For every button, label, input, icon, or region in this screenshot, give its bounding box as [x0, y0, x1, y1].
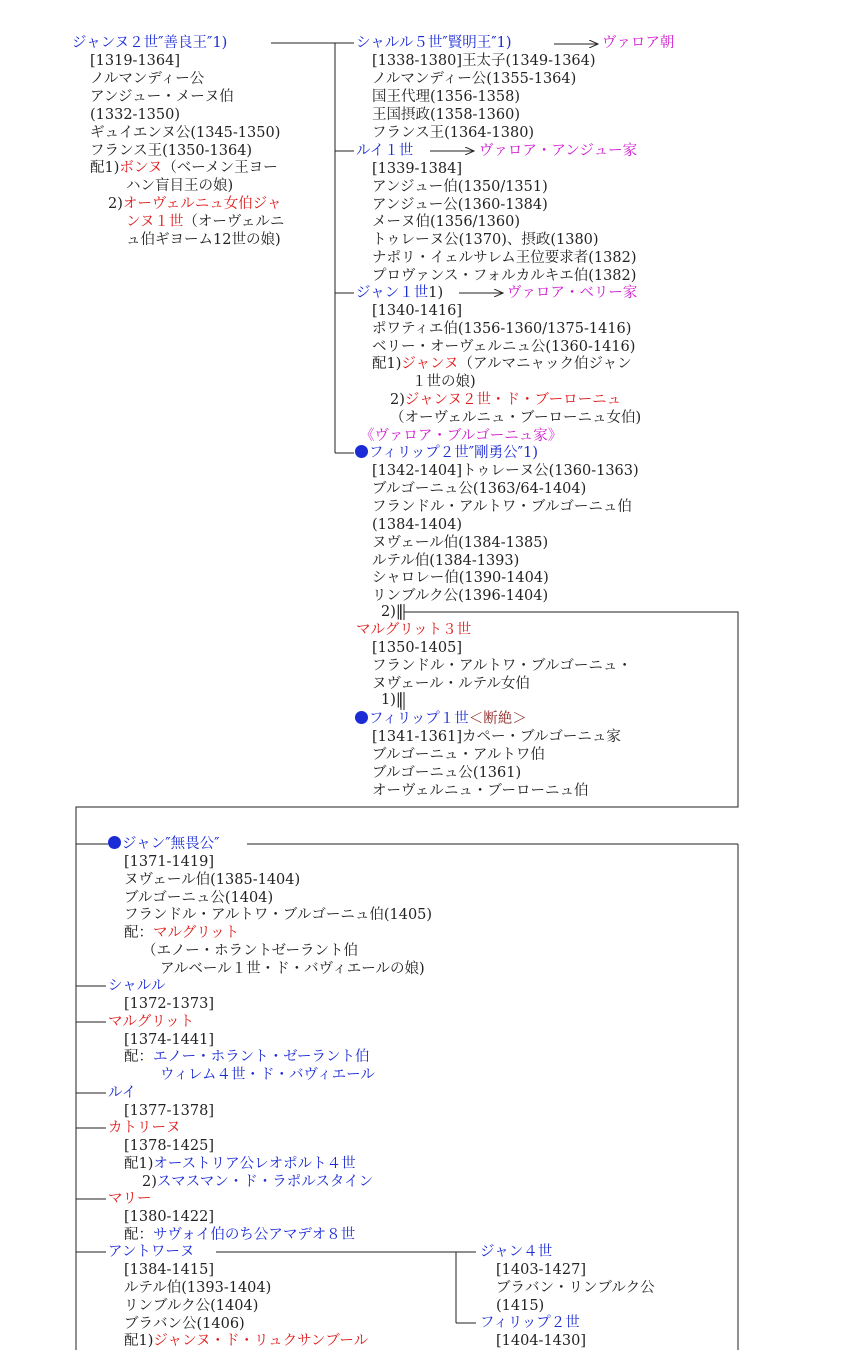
- antoine-line: ブラバン公(1406): [124, 1316, 245, 1332]
- jean-sans-peur-line: ブルゴーニュ公(1404): [124, 890, 274, 906]
- jean1-name[interactable]: ジャン１世: [356, 285, 429, 301]
- philippe2-line: シャロレー伯(1390-1404): [372, 570, 549, 586]
- jean1-spouse1-desc: １世の娘): [412, 374, 476, 390]
- philippe2-line: [1342-1404]トゥレーヌ公(1360-1363): [372, 463, 639, 479]
- jean1-line: [1340-1416]: [372, 303, 463, 319]
- philippe2b-name[interactable]: フィリップ２世: [480, 1315, 580, 1331]
- jean4-name[interactable]: ジャン４世: [480, 1244, 553, 1260]
- philippe1-line: ブルゴーニュ公(1361): [372, 765, 522, 781]
- jean1-spouse2: [390, 392, 621, 410]
- charles5-line: ノルマンディー公(1355-1364): [372, 71, 577, 87]
- marguerite-name[interactable]: マルグリット: [108, 1014, 195, 1030]
- charles5-dynasty[interactable]: ヴァロア朝: [602, 35, 675, 51]
- louis1-dynasty[interactable]: ヴァロア・アンジュー家: [479, 143, 638, 159]
- catherine-dates: [1378-1425]: [124, 1138, 215, 1154]
- spouse-name[interactable]: スマスマン・ド・ラポルスタイン: [156, 1174, 374, 1190]
- spouse-prefix: 配：: [124, 1227, 153, 1243]
- louis-dates: [1377-1378]: [124, 1103, 215, 1119]
- spouse-prefix: 配：: [124, 925, 153, 941]
- philippe2-line: (1384-1404): [372, 517, 463, 533]
- louis-name[interactable]: ルイ: [108, 1085, 137, 1101]
- spouse-name[interactable]: ジャンヌ２世・ド・ブーローニュ: [404, 392, 622, 408]
- philippe1-line: [1341-1361]カペー・ブルゴーニュ家: [372, 729, 621, 745]
- jean2-name[interactable]: ジャンヌ２世″善良王″1): [72, 35, 228, 51]
- spouse-prefix: 2): [390, 392, 405, 408]
- jean-sans-peur-spouse-desc: アルベール１世・ド・バヴィエールの娘): [160, 961, 425, 977]
- philippe2-line: ヌヴェール伯(1384-1385): [372, 535, 549, 551]
- marie-spouse: [124, 1227, 355, 1245]
- jean2-line: フランス王(1350-1364): [90, 143, 253, 159]
- jean2-line: アンジュー・メーヌ伯: [90, 89, 234, 105]
- philippe1-heading[interactable]: [355, 711, 527, 729]
- spouse-prefix: 配：: [124, 1049, 153, 1065]
- spouse-name[interactable]: ジャンヌ: [401, 356, 459, 372]
- philippe2-line: ブルゴーニュ公(1363/64-1404): [372, 481, 587, 497]
- burgundy-house-label[interactable]: 《ヴァロア・ブルゴーニュ家》: [360, 428, 563, 444]
- philippe1-status: ＜断絶＞: [468, 711, 527, 727]
- louis1-name[interactable]: ルイ１世: [356, 143, 414, 159]
- spouse-prefix: 2): [108, 196, 123, 212]
- philippe1-line: ブルゴーニュ・アルトワ伯: [372, 747, 545, 763]
- antoine-spouse1: [124, 1333, 368, 1351]
- catherine-spouse1: [124, 1156, 356, 1174]
- marguerite3-name[interactable]: マルグリット３世: [356, 622, 472, 638]
- marriage-mark-2: 2)‖: [381, 604, 404, 620]
- philippe2-heading[interactable]: [355, 445, 538, 463]
- spouse-name[interactable]: オーヴェルニュ女伯ジャ: [122, 196, 282, 212]
- louis1-line: ナポリ・イェルサレム王位要求者(1382): [372, 250, 637, 266]
- philippe2b-dates: [1404-1430]: [496, 1333, 587, 1349]
- jean1-heading: [356, 285, 443, 303]
- philippe1-line: オーヴェルニュ・ブーローニュ伯: [372, 783, 589, 799]
- marriage-mark-1: 1)‖: [381, 692, 404, 708]
- jean2-spouse1: [90, 160, 278, 178]
- jean2-line: [1319-1364]: [90, 53, 181, 69]
- charles5-line: フランス王(1364-1380): [372, 125, 535, 141]
- antoine-line: [1384-1415]: [124, 1262, 215, 1278]
- charles5-line: [1338-1380]王太子(1349-1364): [372, 53, 596, 69]
- catherine-name[interactable]: カトリーヌ: [108, 1120, 181, 1136]
- spouse-name[interactable]: ジャンヌ・ド・リュクサンブール: [153, 1333, 369, 1349]
- louis1-line: メーヌ伯(1356/1360): [372, 214, 521, 230]
- jean4-line: [1403-1427]: [496, 1262, 587, 1278]
- spouse-name[interactable]: オーストリア公レオポルト４世: [153, 1156, 356, 1172]
- lineage-dot-icon: [355, 445, 368, 458]
- philippe2-line: リンブルク公(1396-1404): [372, 588, 549, 604]
- spouse-prefix: 配1): [124, 1333, 154, 1349]
- jean1-suffix: 1): [428, 285, 444, 301]
- spouse-prefix: 2): [142, 1174, 157, 1190]
- jean2-line: ノルマンディー公: [90, 71, 205, 87]
- jean1-line: ベリー・オーヴェルニュ公(1360-1416): [372, 339, 636, 355]
- jean-sans-peur-name[interactable]: ジャン″無畏公″: [122, 836, 220, 852]
- jean2-spouse2-line2: [126, 214, 284, 232]
- louis1-line: [1339-1384]: [372, 161, 463, 177]
- antoine-line: ルテル伯(1393-1404): [124, 1280, 272, 1296]
- spouse-prefix: 配1): [124, 1156, 154, 1172]
- jean2-line: (1332-1350): [90, 107, 181, 123]
- louis1-line: アンジュー公(1360-1384): [372, 197, 548, 213]
- jean4-line: ブラバン・リンブルク公: [496, 1280, 655, 1296]
- marguerite-dates: [1374-1441]: [124, 1032, 215, 1048]
- charles-dates: [1372-1373]: [124, 996, 215, 1012]
- jean2-spouse2: [108, 196, 282, 214]
- philippe2-line: ルテル伯(1384-1393): [372, 553, 520, 569]
- jean1-spouse2-desc: （オーヴェルニュ・ブーローニュ女伯): [390, 410, 642, 426]
- spouse-name[interactable]: ンヌ１世: [126, 214, 184, 230]
- jean-sans-peur-line: [1371-1419]: [124, 854, 215, 870]
- spouse-name[interactable]: ボンヌ: [119, 160, 163, 176]
- jean2-spouse2-desc: ュ伯ギヨーム12世の娘): [126, 232, 281, 248]
- spouse-name[interactable]: サヴォイ伯のち公アマデオ８世: [153, 1227, 356, 1243]
- spouse-name[interactable]: マルグリット: [153, 925, 240, 941]
- jean4-line: (1415): [496, 1298, 545, 1314]
- marguerite-spouse: [124, 1049, 369, 1067]
- philippe2-name[interactable]: フィリップ２世″剛勇公″1): [369, 445, 538, 461]
- charles5-line: 国王代理(1356-1358): [372, 89, 521, 105]
- marguerite3-line: [1350-1405]: [372, 640, 463, 656]
- jean2-spouse1-desc: ハン盲目王の娘): [126, 178, 234, 194]
- jean1-dynasty[interactable]: ヴァロア・ベリー家: [507, 285, 638, 301]
- spouse-desc: （アルマニャック伯ジャン: [458, 356, 632, 372]
- charles5-name[interactable]: シャルル５世″賢明王″1): [356, 35, 512, 51]
- jean-sans-peur-line: ヌヴェール伯(1385-1404): [124, 872, 301, 888]
- jean-sans-peur-spouse: [124, 925, 239, 943]
- louis1-line: トゥレーヌ公(1370)、摂政(1380): [372, 232, 599, 248]
- charles5-line: 王国摂政(1358-1360): [372, 107, 521, 123]
- spouse-prefix: 配1): [90, 160, 120, 176]
- marguerite-spouse-name2[interactable]: ウィレム４世・ド・バヴィエール: [160, 1067, 375, 1083]
- antoine-line: リンブルク公(1404): [124, 1298, 259, 1314]
- philippe2-line: フランドル・アルトワ・ブルゴーニュ伯: [372, 499, 632, 515]
- lineage-dot-icon: [355, 711, 368, 724]
- jean-sans-peur-spouse-desc: （エノー・ホラントゼーラント伯: [142, 943, 359, 959]
- marie-name[interactable]: マリー: [108, 1191, 152, 1207]
- spouse-desc: （オーヴェルニ: [183, 214, 285, 230]
- marguerite3-line: フランドル・アルトワ・ブルゴーニュ・: [372, 658, 632, 674]
- marguerite3-line: ヌヴェール・ルテル女伯: [372, 676, 530, 692]
- spouse-prefix: 配1): [372, 356, 402, 372]
- louis1-line: アンジュー伯(1350/1351): [372, 179, 548, 195]
- spouse-name[interactable]: エノー・ホラント・ゼーラント伯: [153, 1049, 370, 1065]
- charles-name[interactable]: シャルル: [108, 978, 166, 994]
- jean2-line: ギュイエンヌ公(1345-1350): [90, 125, 281, 141]
- spouse-desc: （ベーメン王ヨー: [162, 160, 278, 176]
- jean-sans-peur-heading[interactable]: [108, 836, 220, 854]
- catherine-spouse2: [142, 1174, 373, 1192]
- lineage-dot-icon: [108, 836, 121, 849]
- louis1-line: プロヴァンス・フォルカルキエ伯(1382): [372, 268, 637, 284]
- jean-sans-peur-line: フランドル・アルトワ・ブルゴーニュ伯(1405): [124, 907, 433, 923]
- jean1-line: ポワティエ伯(1356-1360/1375-1416): [372, 321, 632, 337]
- antoine-name[interactable]: アントワーヌ: [108, 1244, 195, 1260]
- jean1-spouse1: [372, 356, 632, 374]
- marie-dates: [1380-1422]: [124, 1209, 215, 1225]
- philippe1-name[interactable]: フィリップ１世: [369, 711, 469, 727]
